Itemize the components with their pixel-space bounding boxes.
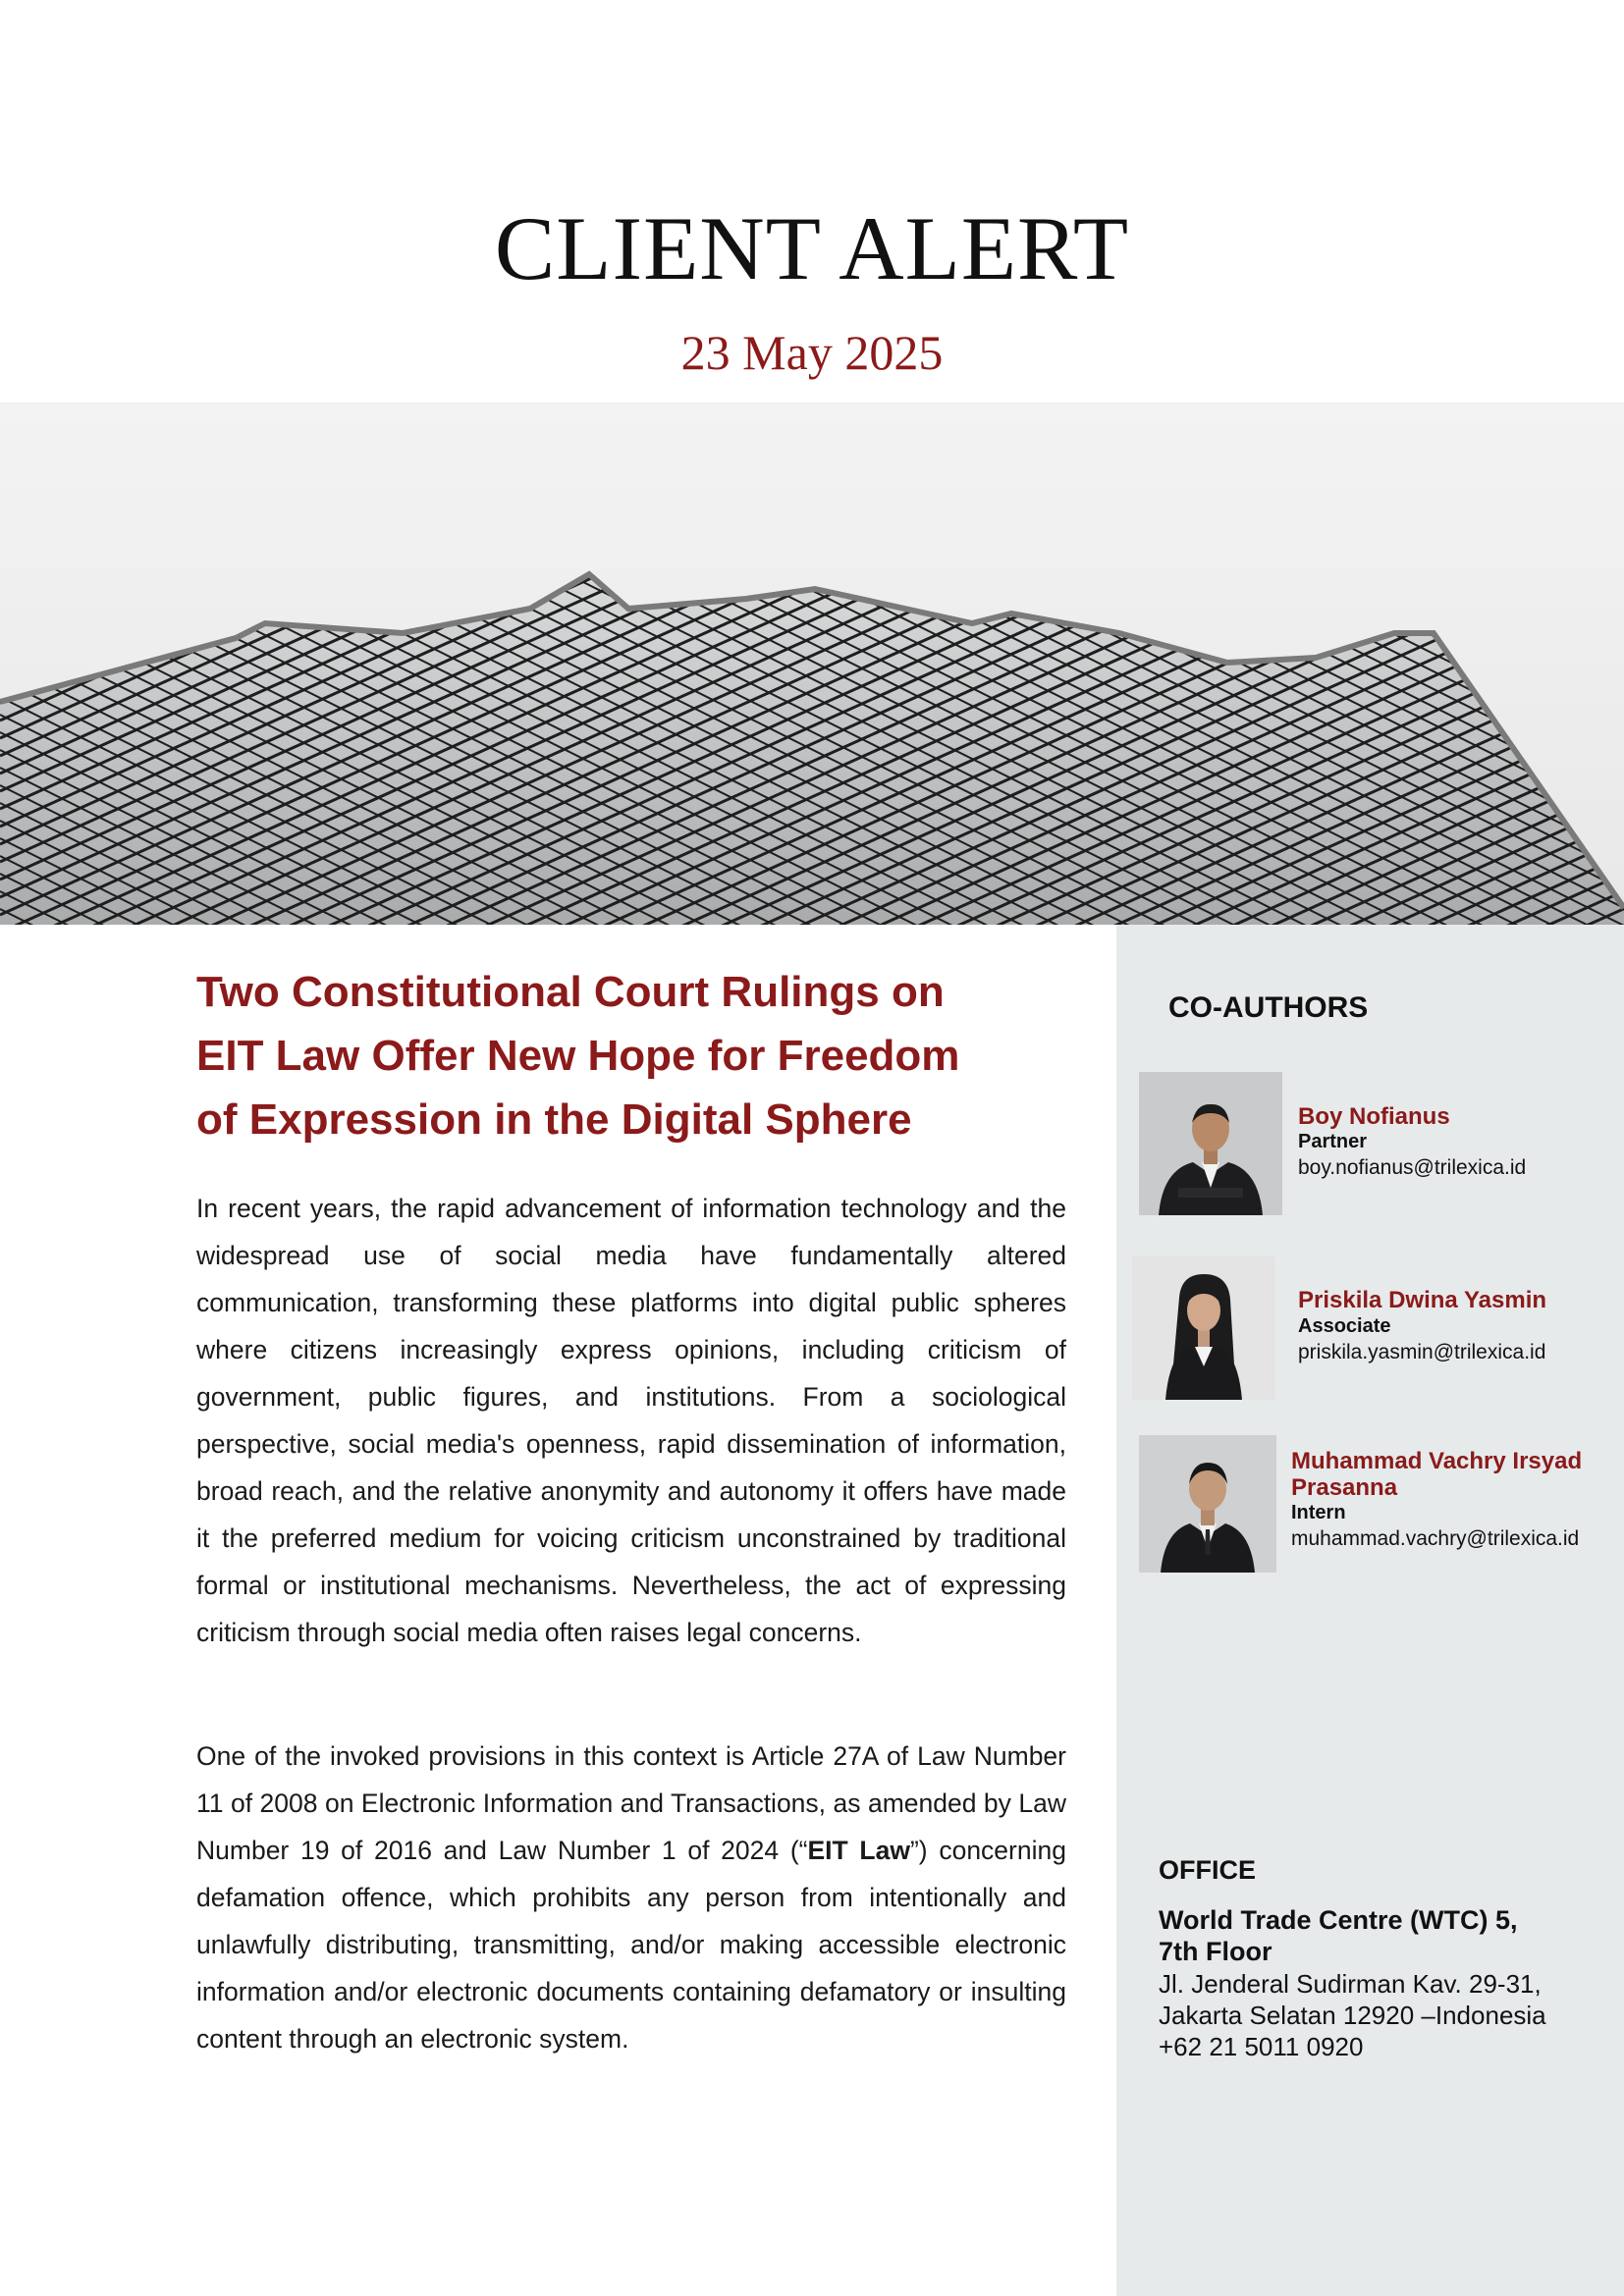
- office-building-line: 7th Floor: [1159, 1937, 1272, 1966]
- author-email[interactable]: boy.nofianus@trilexica.id: [1298, 1156, 1527, 1179]
- office-building: [1159, 1904, 1591, 1967]
- coauthors-heading: CO-AUTHORS: [1168, 991, 1369, 1024]
- page-title: CLIENT ALERT: [494, 198, 1130, 298]
- author-email[interactable]: muhammad.vachry@trilexica.id: [1291, 1527, 1580, 1550]
- article-paragraph-1: In recent years, the rapid advancement of information technology and the widespread use of social media have fundamentally altered communication, transforming these platforms into digital public spheres where citizens increasingly express opinions, including criticism of government, public figures, and institutions. From a sociological perspective, social media's openness, rapid dissemination of information, broad reach, and the relative anonymity and autonomy it offers have made it the preferred medium for voicing criticism unconstrained by traditional formal or institutional mechanisms. Nevertheless, the act of expressing criticism through social media often raises legal concerns.: [196, 1194, 1066, 1647]
- office-heading: OFFICE: [1159, 1855, 1256, 1885]
- author-photo: [1139, 1435, 1276, 1573]
- headline-line: of Expression in the Digital Sphere: [196, 1095, 912, 1144]
- headline-line: Two Constitutional Court Rulings on: [196, 968, 945, 1016]
- article-paragraph-2: [196, 1733, 1066, 2062]
- author-email[interactable]: priskila.yasmin@trilexica.id: [1298, 1341, 1546, 1363]
- author-name-line: Muhammad Vachry Irsyad: [1291, 1448, 1583, 1474]
- author-name: Priskila Dwina Yasmin: [1298, 1287, 1547, 1313]
- hero-building-image: [0, 402, 1624, 925]
- headline-line: EIT Law Offer New Hope for Freedom: [196, 1032, 960, 1080]
- author-name: Boy Nofianus: [1298, 1103, 1450, 1130]
- article-headline: [196, 960, 1080, 1151]
- author-name-line: Prasanna: [1291, 1474, 1398, 1501]
- author-photo: [1132, 1256, 1275, 1400]
- office-building-line: World Trade Centre (WTC) 5,: [1159, 1905, 1518, 1935]
- paragraph-text: ”) concerning defamation offence, which prohibits any person from intentionally and unlawfully distributing, transmitting, and/or making accessible electronic information and/or electronic documents containing defamatory or insulting content through an electronic system.: [196, 1836, 1066, 2054]
- author-role: Intern: [1291, 1502, 1346, 1523]
- office-address: Jakarta Selatan 12920 –Indonesia: [1159, 2001, 1546, 2030]
- eit-law-term: EIT Law: [807, 1836, 910, 1865]
- publication-date: 23 May 2025: [680, 325, 944, 380]
- author-role: Associate: [1298, 1315, 1391, 1337]
- office-address: Jl. Jenderal Sudirman Kav. 29-31,: [1159, 1969, 1542, 1999]
- paragraph-text: One of the invoked provisions in this context is Article 27A of Law Number 11 of 2008 on Electronic Information and Transactions, as amended by Law Number 19 of 2016 and Law Number 1 of 2024 (“: [196, 1741, 1066, 1865]
- author-photo: [1139, 1072, 1282, 1215]
- author-role: Partner: [1298, 1131, 1368, 1152]
- author-name: [1291, 1448, 1582, 1501]
- office-phone[interactable]: +62 21 5011 0920: [1159, 2032, 1364, 2061]
